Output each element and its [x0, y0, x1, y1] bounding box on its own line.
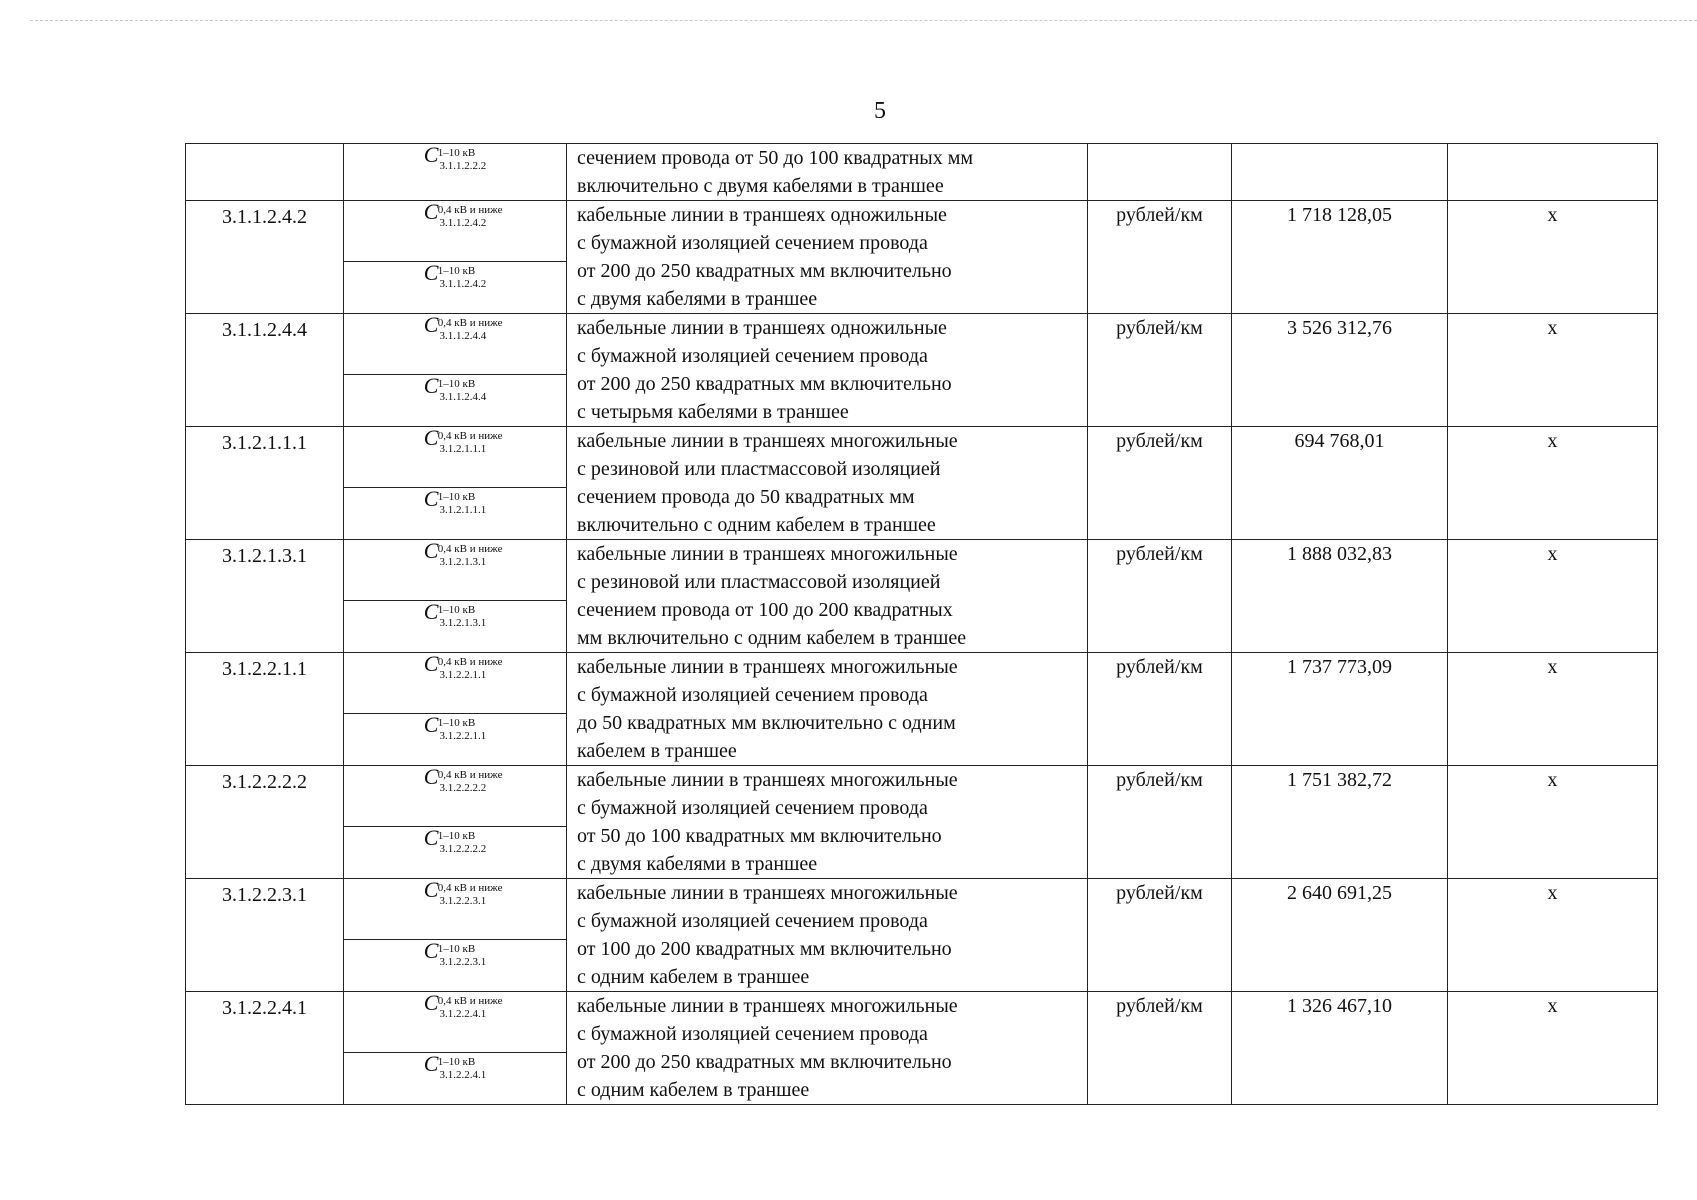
table-row	[186, 879, 1658, 940]
stavka-symbol	[423, 142, 487, 172]
description-line: с одним кабелем в траншее	[577, 966, 810, 988]
symbol-voltage: 1–10 кВ	[437, 264, 476, 277]
description-line: с резиновой или пластмассовой изоляцией	[577, 458, 941, 480]
symbol-index: 3.1.2.1.1.1	[439, 443, 487, 455]
symbol-letter: C	[423, 199, 439, 224]
symbol-voltage: 1–10 кВ	[437, 942, 476, 955]
cell-description	[567, 992, 1088, 1105]
table-row	[186, 427, 1658, 488]
symbol-letter: C	[423, 651, 439, 676]
cell-note: x	[1448, 314, 1658, 427]
cell-symbol	[344, 144, 567, 201]
description-line: от 100 до 200 квадратных мм включительно	[577, 938, 952, 960]
cell-unit: рублей/км	[1088, 201, 1232, 314]
symbol-letter: C	[423, 259, 439, 285]
symbol-voltage: 0,4 кВ и ниже	[437, 543, 503, 555]
description-line: от 200 до 250 квадратных мм включительно	[577, 1051, 952, 1073]
cell-code: 3.1.2.1.3.1	[186, 540, 344, 653]
cell-symbol-low-voltage	[344, 653, 567, 714]
description-line: кабелем в траншее	[577, 740, 737, 762]
description-line: с четырьмя кабелями в траншее	[577, 401, 849, 423]
symbol-voltage: 0,4 кВ и ниже	[437, 656, 503, 668]
cell-description	[567, 314, 1088, 427]
table-row	[186, 314, 1658, 375]
table-row	[186, 540, 1658, 601]
stavka-symbol	[423, 312, 503, 342]
cell-symbol-high-voltage	[344, 261, 567, 313]
cell-symbol-high-voltage	[344, 600, 567, 652]
symbol-index: 3.1.2.2.4.1	[439, 1068, 487, 1081]
scan-edge-line	[30, 20, 1697, 21]
cell-note: x	[1448, 201, 1658, 314]
cell-description	[567, 653, 1088, 766]
symbol-voltage: 1–10 кВ	[437, 829, 476, 842]
cell-note: x	[1448, 766, 1658, 879]
cell-symbol-low-voltage	[344, 540, 567, 601]
symbol-voltage: 1–10 кВ	[437, 490, 476, 503]
symbol-letter: C	[423, 372, 439, 398]
symbol-index: 3.1.2.2.3.1	[439, 955, 487, 968]
page-number: 5	[874, 98, 886, 124]
cell-code: 3.1.1.2.4.2	[186, 201, 344, 314]
description-line: до 50 квадратных мм включительно с одним	[577, 712, 956, 734]
stavka-symbol	[423, 372, 487, 403]
cell-symbol-low-voltage	[344, 879, 567, 940]
description-line: кабельные линии в траншеях многожильные	[577, 543, 958, 565]
cell-note: x	[1448, 992, 1658, 1105]
cell-symbol-low-voltage	[344, 766, 567, 827]
symbol-letter: C	[423, 824, 439, 850]
description-line: сечением провода от 50 до 100 квадратных мм	[577, 147, 974, 169]
cell-symbol-high-voltage	[344, 487, 567, 539]
description-line: от 200 до 250 квадратных мм включительно	[577, 260, 952, 282]
symbol-index: 3.1.2.2.1.1	[439, 669, 487, 681]
cell-unit: рублей/км	[1088, 879, 1232, 992]
cell-code: 3.1.1.2.4.4	[186, 314, 344, 427]
table-row	[186, 144, 1658, 201]
symbol-index: 3.1.1.2.4.4	[439, 330, 487, 342]
cell-note: x	[1448, 879, 1658, 992]
description-line: включительно с двумя кабелями в траншее	[577, 175, 944, 197]
stavka-symbol	[423, 485, 487, 516]
description-line: кабельные линии в траншеях многожильные	[577, 769, 958, 791]
cell-description	[567, 540, 1088, 653]
stavka-symbol	[423, 598, 487, 629]
cell-value: 2 640 691,25	[1232, 879, 1448, 992]
cell-value	[1232, 144, 1448, 201]
symbol-letter: C	[423, 425, 439, 450]
cell-symbol-low-voltage	[344, 427, 567, 488]
symbol-index: 3.1.2.2.1.1	[439, 729, 487, 742]
description-line: мм включительно с одним кабелем в траншее	[577, 627, 967, 649]
stavka-symbol	[423, 764, 503, 794]
cell-symbol-high-voltage	[344, 374, 567, 426]
symbol-index: 3.1.2.2.3.1	[439, 895, 487, 907]
symbol-index: 3.1.2.1.3.1	[439, 616, 487, 629]
symbol-voltage: 1–10 кВ	[437, 377, 476, 390]
description-line: кабельные линии в траншеях многожильные	[577, 656, 958, 678]
stavka-symbol	[423, 990, 503, 1020]
symbol-voltage: 1–10 кВ	[437, 147, 476, 159]
description-line: от 200 до 250 квадратных мм включительно	[577, 373, 952, 395]
cell-code: 3.1.2.2.4.1	[186, 992, 344, 1105]
description-line: с бумажной изоляцией сечением провода	[577, 797, 928, 819]
cell-value: 1 888 032,83	[1232, 540, 1448, 653]
stavka-symbol	[423, 199, 503, 229]
stavka-symbol	[423, 877, 503, 907]
symbol-voltage: 0,4 кВ и ниже	[437, 204, 503, 216]
description-line: с бумажной изоляцией сечением провода	[577, 345, 928, 367]
table-row	[186, 201, 1658, 262]
cell-value: 1 751 382,72	[1232, 766, 1448, 879]
description-line: с резиновой или пластмассовой изоляцией	[577, 571, 941, 593]
cell-note	[1448, 144, 1658, 201]
cell-unit: рублей/км	[1088, 540, 1232, 653]
description-line: от 50 до 100 квадратных мм включительно	[577, 825, 942, 847]
table-row	[186, 766, 1658, 827]
cell-description	[567, 879, 1088, 992]
description-line: сечением провода до 50 квадратных мм	[577, 486, 915, 508]
symbol-index: 3.1.1.2.4.4	[439, 390, 487, 403]
symbol-voltage: 0,4 кВ и ниже	[437, 769, 503, 781]
description-line: включительно с одним кабелем в траншее	[577, 514, 936, 536]
cell-symbol-low-voltage	[344, 314, 567, 375]
cell-description	[567, 427, 1088, 540]
cell-description	[567, 766, 1088, 879]
cell-note: x	[1448, 540, 1658, 653]
symbol-voltage: 1–10 кВ	[437, 603, 476, 616]
symbol-index: 3.1.1.2.4.2	[439, 217, 487, 229]
table-row	[186, 653, 1658, 714]
cell-note: x	[1448, 427, 1658, 540]
cell-unit: рублей/км	[1088, 992, 1232, 1105]
cell-note: x	[1448, 653, 1658, 766]
symbol-letter: C	[423, 538, 439, 563]
description-line: с одним кабелем в траншее	[577, 1079, 810, 1101]
description-line: кабельные линии в траншеях одножильные	[577, 317, 947, 339]
symbol-letter: C	[423, 764, 439, 789]
symbol-letter: C	[423, 598, 439, 624]
cell-unit: рублей/км	[1088, 766, 1232, 879]
description-line: сечением провода от 100 до 200 квадратных	[577, 599, 953, 621]
symbol-index: 3.1.2.2.2.2	[439, 842, 487, 855]
symbol-letter: C	[423, 711, 439, 737]
cell-code: 3.1.2.2.3.1	[186, 879, 344, 992]
stavka-symbol	[423, 937, 487, 968]
cell-unit: рублей/км	[1088, 314, 1232, 427]
symbol-index: 3.1.2.2.4.1	[439, 1008, 487, 1020]
description-line: с бумажной изоляцией сечением провода	[577, 232, 928, 254]
symbol-letter: C	[423, 312, 439, 337]
symbol-letter: C	[423, 485, 439, 511]
symbol-index: 3.1.1.2.2.2	[439, 160, 487, 172]
cell-description	[567, 144, 1088, 201]
tariff-table	[185, 143, 1658, 1105]
symbol-voltage: 1–10 кВ	[437, 716, 476, 729]
cell-value: 1 326 467,10	[1232, 992, 1448, 1105]
stavka-symbol	[423, 538, 503, 568]
cell-value: 694 768,01	[1232, 427, 1448, 540]
cell-code: 3.1.2.1.1.1	[186, 427, 344, 540]
stavka-symbol	[423, 824, 487, 855]
symbol-voltage: 0,4 кВ и ниже	[437, 882, 503, 894]
symbol-letter: C	[423, 1050, 439, 1076]
cell-value: 3 526 312,76	[1232, 314, 1448, 427]
cell-description	[567, 201, 1088, 314]
description-line: с бумажной изоляцией сечением провода	[577, 1023, 928, 1045]
symbol-voltage: 0,4 кВ и ниже	[437, 430, 503, 442]
description-line: с бумажной изоляцией сечением провода	[577, 684, 928, 706]
cell-value: 1 718 128,05	[1232, 201, 1448, 314]
symbol-voltage: 1–10 кВ	[437, 1055, 476, 1068]
stavka-symbol	[423, 711, 487, 742]
stavka-symbol	[423, 425, 503, 455]
cell-symbol-low-voltage	[344, 992, 567, 1053]
table-row	[186, 992, 1658, 1053]
cell-symbol-high-voltage	[344, 1052, 567, 1104]
cell-code: 3.1.2.2.1.1	[186, 653, 344, 766]
stavka-symbol	[423, 651, 503, 681]
stavka-symbol	[423, 259, 487, 290]
symbol-index: 3.1.1.2.4.2	[439, 277, 487, 290]
description-line: кабельные линии в траншеях многожильные	[577, 882, 958, 904]
cell-symbol-high-voltage	[344, 713, 567, 765]
cell-symbol-high-voltage	[344, 826, 567, 878]
cell-unit	[1088, 144, 1232, 201]
tariff-table-body	[186, 144, 1658, 1105]
description-line: с бумажной изоляцией сечением провода	[577, 910, 928, 932]
description-line: кабельные линии в траншеях многожильные	[577, 430, 958, 452]
cell-symbol-low-voltage	[344, 201, 567, 262]
symbol-index: 3.1.2.1.3.1	[439, 556, 487, 568]
description-line: с двумя кабелями в траншее	[577, 853, 818, 875]
symbol-index: 3.1.2.2.2.2	[439, 782, 487, 794]
description-line: кабельные линии в траншеях многожильные	[577, 995, 958, 1017]
description-line: кабельные линии в траншеях одножильные	[577, 204, 947, 226]
stavka-symbol	[423, 1050, 487, 1081]
cell-value: 1 737 773,09	[1232, 653, 1448, 766]
description-line: с двумя кабелями в траншее	[577, 288, 818, 310]
cell-symbol-high-voltage	[344, 939, 567, 991]
symbol-index: 3.1.2.1.1.1	[439, 503, 487, 516]
symbol-letter: C	[423, 142, 439, 167]
cell-code	[186, 144, 344, 201]
cell-code: 3.1.2.2.2.2	[186, 766, 344, 879]
symbol-voltage: 0,4 кВ и ниже	[437, 317, 503, 329]
symbol-voltage: 0,4 кВ и ниже	[437, 995, 503, 1007]
symbol-letter: C	[423, 990, 439, 1015]
symbol-letter: C	[423, 937, 439, 963]
symbol-letter: C	[423, 877, 439, 902]
cell-unit: рублей/км	[1088, 653, 1232, 766]
cell-unit: рублей/км	[1088, 427, 1232, 540]
